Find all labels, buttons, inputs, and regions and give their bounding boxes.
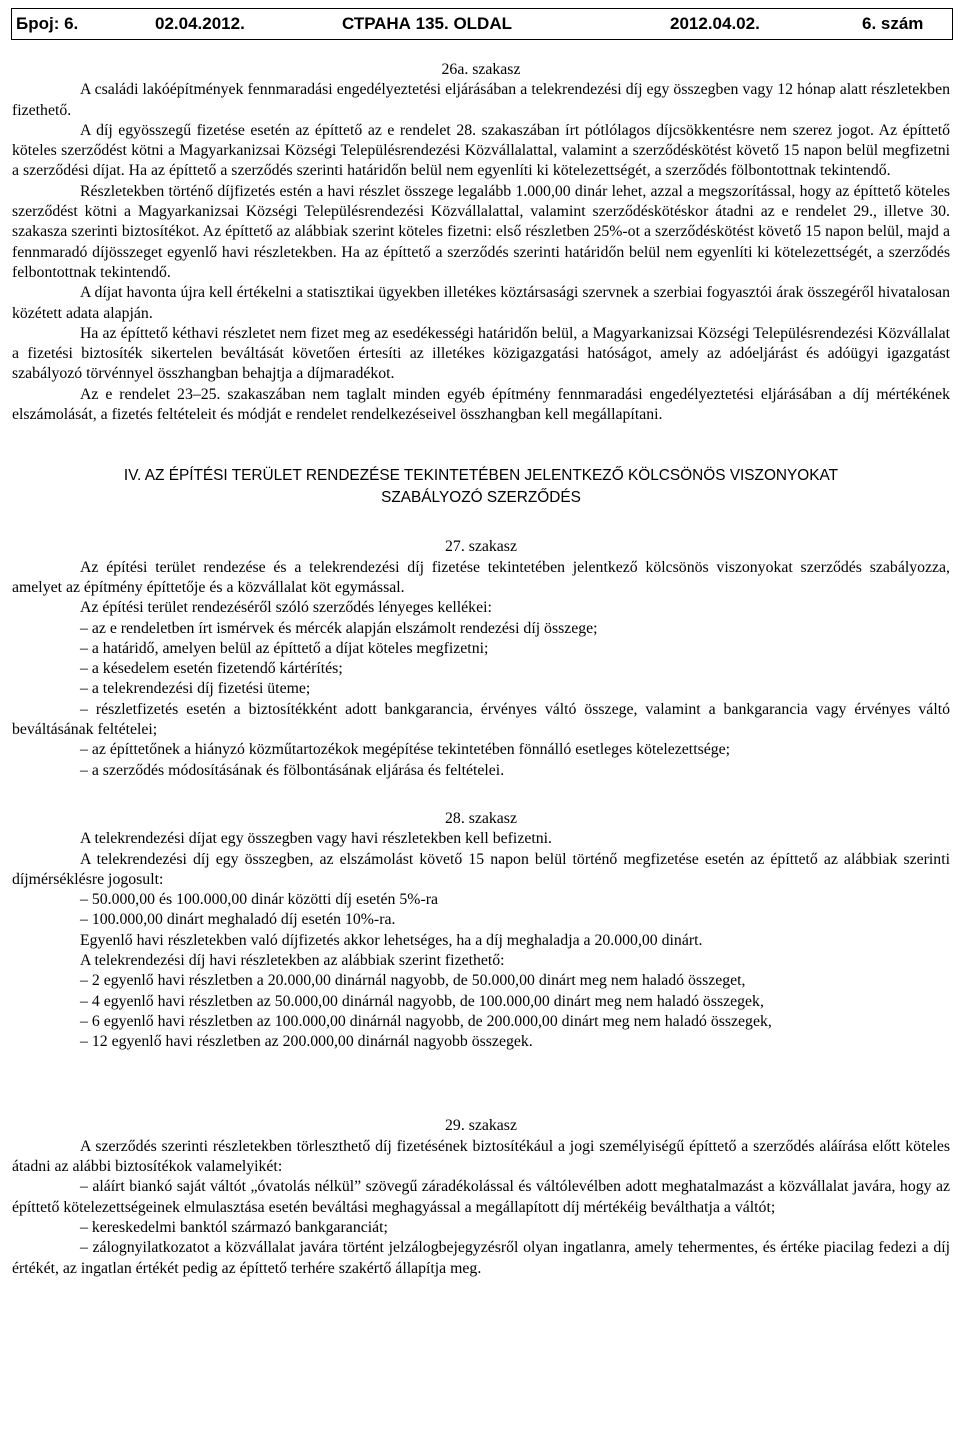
list-item: – részletfizetés esetén a biztosítékként adott bankgarancia, érvényes váltó összege, valamint a bankgarancia vagy érvényes váltó beváltásának feltételei;	[12, 700, 950, 739]
section-title: 26a. szakasz	[441, 61, 521, 78]
spacer	[12, 781, 950, 809]
list-item: – aláírt biankó saját váltót „óvatolás nélkül” szövegű záradékolással és váltólevélben adott meghatalmazást a közvállalat javára, hogy az építtető kötelezettségeinek elmulasztása esetén beváltási meghagyással a megállapított díj mértékéig beválthatja a váltót;	[12, 1178, 950, 1216]
chapter-title-line-1: IV. AZ ÉPÍTÉSI TERÜLET RENDEZÉSE TEKINTETÉBEN JELENTKEZŐ KÖLCSÖNÖS VISZONYOKAT	[123, 467, 839, 485]
section-28	[12, 809, 950, 1053]
list-item: – 100.000,00 dinárt meghaladó díj esetén 10%-ra.	[80, 911, 396, 929]
list-item: – a késedelem esetén fizetendő kártérítés;	[80, 660, 343, 678]
paragraph: A díj egyösszegű fizetése esetén az építtető az e rendelet 28. szakaszában írt pótlólagos díjcsökkentésre nem szerez jogot. Az építtető köteles szerződést kötni a Magyarkanizsai Községi Településrendezési Közvállalattal, valamint a szerződéskötést követő 15 napon belül megfizetni a szerződési díjat. Ha az építtető a szerződés szerinti határidőn belül nem egyenlíti ki kötelezettségét, a szerződés fölbontottnak tekintendő.	[12, 121, 950, 180]
chapter-iv-heading	[12, 465, 950, 509]
page-header	[11, 8, 953, 40]
list-item: – a határidő, amelyen belül az építtető a díjat köteles megfizetni;	[80, 639, 489, 657]
list-item: – 6 egyenlő havi részletben az 100.000,00 dinárnál nagyobb, de 200.000,00 dinárt meg nem haladó összegek,	[80, 1012, 772, 1030]
spacer	[12, 509, 950, 537]
paragraph: A telekrendezési díj egy összegben, az elszámolást követő 15 napon belül történő megfizetése esetén az építtető az alábbiak szerinti díjmérséklésre jogosult:	[12, 850, 950, 888]
list-item: – 50.000,00 és 100.000,00 dinár közötti díj esetén 5%-ra	[80, 891, 438, 909]
section-26a	[12, 60, 950, 425]
list-item: – az e rendeletben írt ismérvek és mércék alapján elszámolt rendezési díj összege;	[80, 619, 598, 637]
document-body	[12, 60, 950, 1279]
paragraph: Az építési terület rendezéséről szóló szerződés lényeges kellékei:	[80, 599, 492, 617]
section-29	[12, 1116, 950, 1278]
paragraph: A családi lakóépítmények fennmaradási engedélyeztetési eljárásában a telekrendezési díj egy összegben vagy 12 hónap alatt részletekben fizethető.	[12, 81, 950, 119]
list-item: – 12 egyenlő havi részletben az 200.000,00 dinárnál nagyobb összegek.	[80, 1033, 533, 1051]
paragraph: Az e rendelet 23–25. szakaszában nem taglalt minden egyéb építmény fennmaradási engedélyeztetési eljárásában a díj mértékének elszámolását, a fizetés feltételeit és módját e rendelet rendelkezéseivel összhangban kell megállapítani.	[12, 385, 950, 424]
issue-number-hungarian: 6. szám	[862, 14, 924, 33]
list-item: – az építtetőnek a hiányzó közműtartozékok megépítése tekintetében fönnálló esetleges kötelezettsége;	[80, 741, 731, 759]
paragraph: Részletekben történő díjfizetés estén a havi részlet összege legalább 1.000,00 dinár lehet, azzal a megszorítással, hogy az építtető köteles szerződést kötni a Magyarkanizsai Községi Településrendezési Közvállalattal, valamint szerződéskötéskor átadni az e rendelet 29., illetve 30. szakasza szerinti biztosítékot. Az építtető az alábbiak szerint köteles fizetni: első részletben 25%-ot a szerződéskötést követő 15 napon belül, majd a fennmaradó díjösszeget egyenlő havi részletekben. Ha az építtető a szerződés szerinti határidőn belül nem egyenlíti ki kötelezettségét, a szerződés felbontottnak tekintendő.	[12, 182, 950, 281]
section-title: 29. szakasz	[445, 1117, 517, 1135]
list-item: – 2 egyenlő havi részletben a 20.000,00 dinárnál nagyobb, de 50.000,00 dinárt meg nem haladó összeget,	[80, 972, 746, 990]
paragraph: Az építési terület rendezése és a telekrendezési díj fizetése tekintetében jelentkező kölcsönös viszonyokat szerződés szabályozza, amelyet az építmény építtetője és a közvállalat köt egymással.	[12, 558, 950, 596]
paragraph: Egyenlő havi részletekben való díjfizetés akkor lehetséges, ha a díj meghaladja a 20.000,00 dinárt.	[80, 931, 703, 949]
paragraph: A telekrendezési díj havi részletekben az alábbiak szerint fizethető:	[80, 951, 505, 969]
list-item: – kereskedelmi banktól származó bankgaranciát;	[80, 1218, 388, 1236]
section-title: 27. szakasz	[445, 538, 517, 556]
section-27	[12, 537, 950, 781]
paragraph: A szerződés szerinti részletekben törleszthető díj fizetésének biztosítékául a jogi személyiségű építtető a szerződés aláírása előtt köteles átadni az alábbi biztosítékok valamelyikét:	[12, 1137, 950, 1176]
date-hungarian: 2012.04.02.	[670, 14, 760, 33]
date-serbian: 02.04.2012.	[155, 14, 245, 33]
list-item: – 4 egyenlő havi részletben az 50.000,00 dinárnál nagyobb, de 100.000,00 dinárt meg nem haladó összegek,	[80, 992, 764, 1010]
paragraph: A díjat havonta újra kell értékelni a statisztikai ügyekben illetékes köztársasági szervnek a szerbiai fogyasztói árak összegéről hivatalosan közétett adata alapján.	[12, 284, 950, 322]
chapter-title-line-2: SZABÁLYOZÓ SZERZŐDÉS	[381, 489, 581, 507]
list-item: – a telekrendezési díj fizetési üteme;	[80, 680, 311, 698]
paragraph: Ha az építtető kéthavi részletet nem fizet meg az esedékességi határidőn belül, a Magyarkanizsai Községi Településrendezési Közvállalat a fizetési biztosíték sikertelen beváltását követően értesíti az illetékes közigazgatási hatóságot, amely az adóeljárást és adóügyi igazgatást szabályozó törvénnyel összhangban behajtja a díjmaradékot.	[12, 324, 950, 383]
list-item: – zálognyilatkozatot a közvállalat javára történt jelzálogbejegyzésről olyan ingatlanra, amely tehermentes, és értéke piacilag fedezi a díj értékét, az ingatlan értékét pedig az építtető terhére szakértő állapítja meg.	[12, 1239, 950, 1277]
section-title: 28. szakasz	[445, 809, 517, 827]
page-number: СТРАНА 135. OLDAL	[342, 14, 512, 33]
spacer	[12, 425, 950, 465]
paragraph: A telekrendezési díjat egy összegben vagy havi részletekben kell befizetni.	[80, 830, 552, 848]
list-item: – a szerződés módosításának és fölbontásának eljárása és feltételei.	[80, 761, 505, 779]
issue-number-serbian: Број: 6.	[16, 14, 79, 33]
spacer	[12, 1052, 950, 1116]
